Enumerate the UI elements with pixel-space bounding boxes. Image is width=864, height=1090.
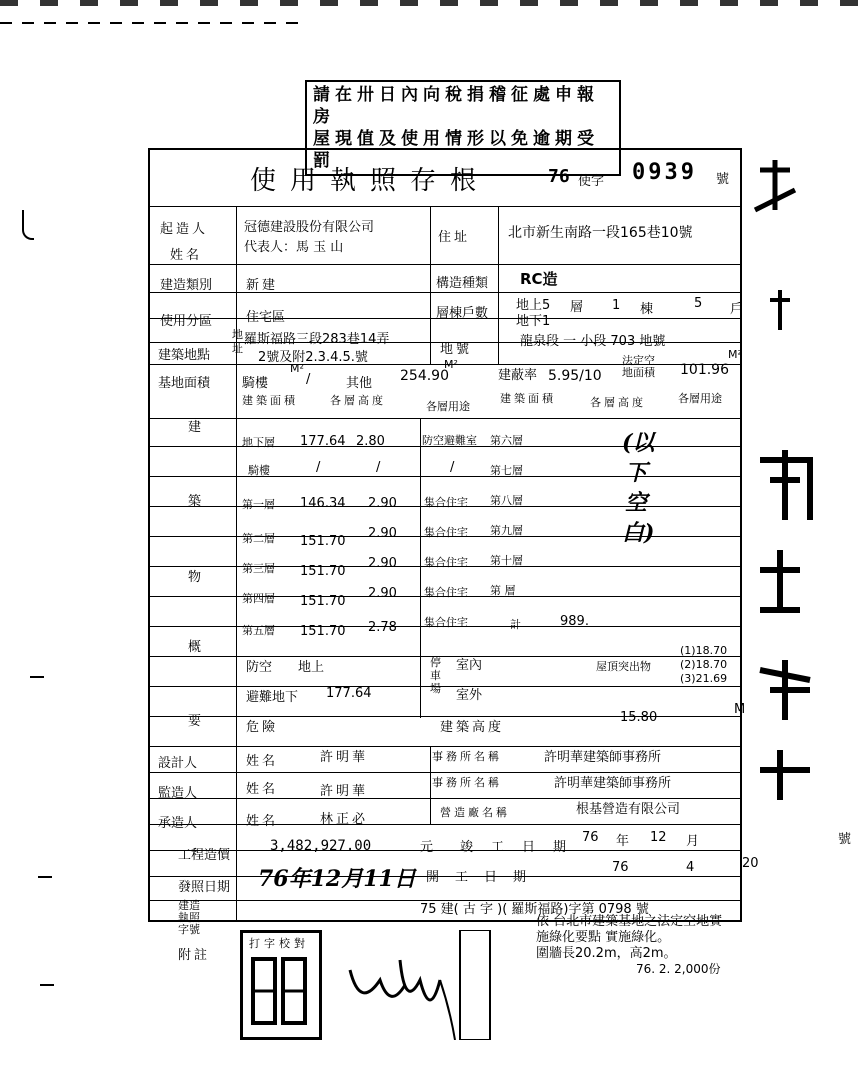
parking-label: 停車場 bbox=[430, 656, 441, 695]
name-label: 姓名 bbox=[246, 782, 279, 797]
qilou-label: 騎樓 bbox=[242, 376, 269, 391]
designer-label: 設計人 bbox=[158, 756, 198, 771]
remark-line-3: 圍牆長20.2m，高2m。 bbox=[536, 946, 677, 961]
struct-type: RC造 bbox=[520, 270, 558, 288]
height-label: 建築高度 bbox=[440, 720, 505, 735]
zone: 住宅區 bbox=[246, 310, 286, 325]
office-label: 事務所名稱 bbox=[432, 750, 502, 763]
upper-floor-label: 第七層 bbox=[490, 464, 523, 477]
unit-m2: M² bbox=[290, 362, 304, 375]
shelter-above: 地上 bbox=[298, 660, 325, 675]
permit-number-text: 75 建( 古 字 )( 羅斯福路)字第 0798 號 bbox=[420, 902, 649, 917]
floor-use: 集合住宅 bbox=[424, 616, 468, 629]
start-label: 開工日期 bbox=[426, 870, 543, 885]
upper-floor-label: 第十層 bbox=[490, 554, 523, 567]
floor-name: 地下層 bbox=[242, 436, 275, 449]
floor-area: 151.70 bbox=[300, 564, 346, 579]
floor-use: / bbox=[450, 460, 455, 475]
col-header-area: 建築面積 bbox=[242, 394, 298, 407]
design-office: 許明華建築師事務所 bbox=[544, 750, 662, 765]
dong-count: 1 bbox=[612, 298, 621, 313]
roof-label: 屋頂突出物 bbox=[596, 660, 651, 673]
floor-name: 騎樓 bbox=[248, 464, 270, 477]
floor-name: 第五層 bbox=[242, 624, 275, 637]
floor-height: 2.90 bbox=[368, 586, 397, 601]
cost-unit: 元 bbox=[420, 840, 434, 855]
floors-label: 層棟戶數 bbox=[436, 306, 489, 321]
lot-label: 地號 bbox=[440, 342, 473, 357]
ceng-char: 層 bbox=[570, 300, 584, 315]
col-header-use: 各層用途 bbox=[426, 400, 470, 413]
hu-char: 戶 bbox=[730, 302, 744, 317]
form-print-number: 76. 2. 2,000份 bbox=[636, 962, 721, 976]
roof-1: (1)18.70 bbox=[680, 644, 728, 657]
hao-char: 號 bbox=[716, 172, 730, 187]
dong-char: 棟 bbox=[640, 302, 654, 317]
floor-height: 2.90 bbox=[368, 556, 397, 571]
roof-3: (3)21.69 bbox=[680, 672, 728, 685]
representative: 代表人：馬 玉 山 bbox=[244, 240, 344, 255]
designer-name: 許明華 bbox=[320, 750, 369, 765]
floor-area: 151.70 bbox=[300, 594, 346, 609]
floor-name: 第四層 bbox=[242, 592, 275, 605]
upper-floor-label: 第八層 bbox=[490, 494, 523, 507]
coverage-ratio: 5.95/10 bbox=[548, 368, 602, 384]
margin-mark bbox=[38, 870, 52, 878]
floor-name: 第二層 bbox=[242, 532, 275, 545]
construction-company: 根基營造有限公司 bbox=[576, 802, 681, 817]
floor-use: 防空避難室 bbox=[422, 434, 477, 447]
remark-label: 附註 bbox=[178, 948, 211, 963]
section-char: 物 bbox=[188, 570, 202, 585]
col-header-height: 各層高度 bbox=[330, 394, 386, 407]
usage-permit-stub-form bbox=[148, 148, 759, 936]
use-char: 使字 bbox=[578, 174, 605, 189]
section-char: 要 bbox=[188, 714, 202, 729]
contractor-name: 林正必 bbox=[320, 812, 369, 827]
remark-line-2: 施綠化要點 實施綠化。 bbox=[536, 930, 671, 945]
builder-address: 北市新生南路一段165巷10號 bbox=[508, 225, 693, 241]
contractor-label: 承造人 bbox=[158, 816, 198, 831]
name-label: 姓名 bbox=[170, 248, 203, 263]
unit-m2: M² bbox=[728, 348, 742, 361]
upper-floor-label: 第 層 bbox=[490, 584, 516, 597]
other-label: 其他 bbox=[346, 376, 373, 391]
floor-height: 2.90 bbox=[368, 496, 397, 511]
remark-line-1: 依 台北市建築基地之法定空地實 bbox=[536, 914, 723, 929]
office-label: 事務所名稱 bbox=[432, 776, 502, 789]
name-label: 姓名 bbox=[246, 814, 279, 829]
scan-dash-line bbox=[0, 22, 300, 24]
section-char: 築 bbox=[188, 494, 202, 509]
height-value: 15.80 bbox=[620, 710, 658, 725]
slash: / bbox=[306, 372, 311, 387]
builder-label: 起造人 bbox=[160, 222, 209, 237]
form-title: 使用執照存根 bbox=[250, 166, 491, 196]
cost-value: 3,482,927.00 bbox=[270, 838, 372, 854]
cost-label: 工程造價 bbox=[178, 848, 231, 863]
height-unit: M bbox=[734, 702, 746, 717]
floor-name: 第三層 bbox=[242, 562, 275, 575]
proofread-stamp bbox=[240, 930, 322, 1040]
signature-marks bbox=[330, 930, 530, 1040]
roof-2: (2)18.70 bbox=[680, 658, 728, 671]
col-header-use-r: 各層用途 bbox=[678, 392, 722, 405]
type-label: 建造類別 bbox=[160, 278, 213, 293]
floor-use: 集合住宅 bbox=[424, 526, 468, 539]
floor-height: 2.78 bbox=[368, 620, 397, 635]
shelter-below-area: 177.64 bbox=[326, 686, 372, 701]
col-header-area-r: 建築面積 bbox=[500, 392, 556, 405]
notice-line-2: 屋現值及使用情形以免逾期受罰 bbox=[313, 129, 599, 171]
floor-use: 集合住宅 bbox=[424, 556, 468, 569]
total-label: 計 bbox=[510, 618, 521, 631]
coverage-label: 建蔽率 bbox=[498, 368, 538, 383]
col-header-height-r: 各層高度 bbox=[590, 396, 646, 409]
site-label: 建築地點 bbox=[158, 348, 211, 363]
zone-label: 使用分區 bbox=[160, 314, 213, 329]
other-area: 254.90 bbox=[400, 368, 449, 384]
area-label: 基地面積 bbox=[158, 376, 211, 391]
hu-count: 5 bbox=[694, 296, 703, 311]
legal-label-1: 法定空 bbox=[622, 354, 655, 367]
floor-area: / bbox=[316, 460, 321, 475]
floor-name: 第一層 bbox=[242, 498, 275, 511]
lot-number: 龍泉段 一 小段 703 地號 bbox=[520, 334, 666, 349]
margin-mark bbox=[40, 978, 54, 986]
supervisor-name: 許明華 bbox=[320, 784, 369, 799]
issue-label: 發照日期 bbox=[178, 880, 231, 895]
super-office: 許明華建築師事務所 bbox=[554, 776, 672, 791]
floor-height: 2.90 bbox=[368, 526, 397, 541]
permit-year: 76 bbox=[548, 166, 570, 187]
name-label: 姓名 bbox=[246, 754, 279, 769]
upper-floor-label: 第六層 bbox=[490, 434, 523, 447]
start-month: 4 bbox=[686, 860, 695, 875]
build-type: 新建 bbox=[246, 278, 279, 293]
permit-number: 0939 bbox=[632, 160, 697, 185]
notice-line-1: 請在卅日內向稅捐稽征處申報房 bbox=[313, 85, 599, 127]
finish-label: 竣工日期 bbox=[460, 840, 585, 855]
floor-area: 151.70 bbox=[300, 624, 346, 639]
factory-label: 營造廠名稱 bbox=[440, 806, 510, 819]
supervisor-label: 監造人 bbox=[158, 786, 198, 801]
blank-note: (以下空白) bbox=[622, 430, 655, 546]
floor-height: 2.80 bbox=[356, 434, 385, 449]
floor-area: 151.70 bbox=[300, 534, 346, 549]
upper-floor-label: 第九層 bbox=[490, 524, 523, 537]
site-address-2: 2號及附2.3.4.5.號 bbox=[258, 350, 368, 365]
total-area: 989. bbox=[560, 614, 589, 629]
shelter-below-label: 避難地下 bbox=[246, 690, 299, 705]
floors-below: 地下1 bbox=[516, 314, 551, 329]
scan-edge-marks bbox=[0, 0, 864, 6]
stamp-label: 打字校對 bbox=[249, 937, 309, 950]
finish-month: 12 bbox=[650, 830, 667, 845]
finish-year: 76 bbox=[582, 830, 599, 845]
tail-hao: 號 bbox=[838, 832, 852, 847]
site-address-1: 羅斯福路三段283巷14弄 bbox=[244, 332, 390, 347]
struct-label: 構造種類 bbox=[436, 276, 489, 291]
legal-area: 101.96 bbox=[680, 362, 729, 378]
address-label: 住址 bbox=[438, 230, 471, 245]
start-day: 20 bbox=[742, 856, 759, 871]
site-addr-label: 地址 bbox=[232, 328, 243, 355]
shelter-label: 防空 bbox=[246, 660, 273, 675]
right-margin-scribbles bbox=[740, 150, 864, 1050]
builder-name: 冠德建設股份有限公司 bbox=[244, 220, 375, 235]
issue-date-handwritten: 76年12月11日 bbox=[258, 866, 416, 892]
finish-year-char: 年 bbox=[616, 834, 630, 849]
floor-height: / bbox=[376, 460, 381, 475]
permit-label: 建造執照字號 bbox=[178, 899, 200, 936]
floor-use: 集合住宅 bbox=[424, 586, 468, 599]
floor-area: 146.34 bbox=[300, 496, 346, 511]
dangerous-label: 危險 bbox=[246, 720, 279, 735]
unit-m2: M² bbox=[444, 358, 458, 371]
floors-above: 地上5 bbox=[516, 298, 551, 313]
floor-area: 177.64 bbox=[300, 434, 346, 449]
legal-label-2: 地面積 bbox=[622, 366, 655, 379]
start-year: 76 bbox=[612, 860, 629, 875]
stamp-seal-graphic bbox=[243, 953, 319, 1033]
section-char: 建 bbox=[188, 420, 202, 435]
finish-month-char: 月 bbox=[686, 834, 700, 849]
margin-mark bbox=[30, 670, 44, 678]
parking-outside: 室外 bbox=[456, 688, 483, 703]
parking-inside: 室內 bbox=[456, 658, 483, 673]
section-char: 概 bbox=[188, 640, 202, 655]
margin-mark bbox=[22, 210, 34, 240]
floor-use: 集合住宅 bbox=[424, 496, 468, 509]
